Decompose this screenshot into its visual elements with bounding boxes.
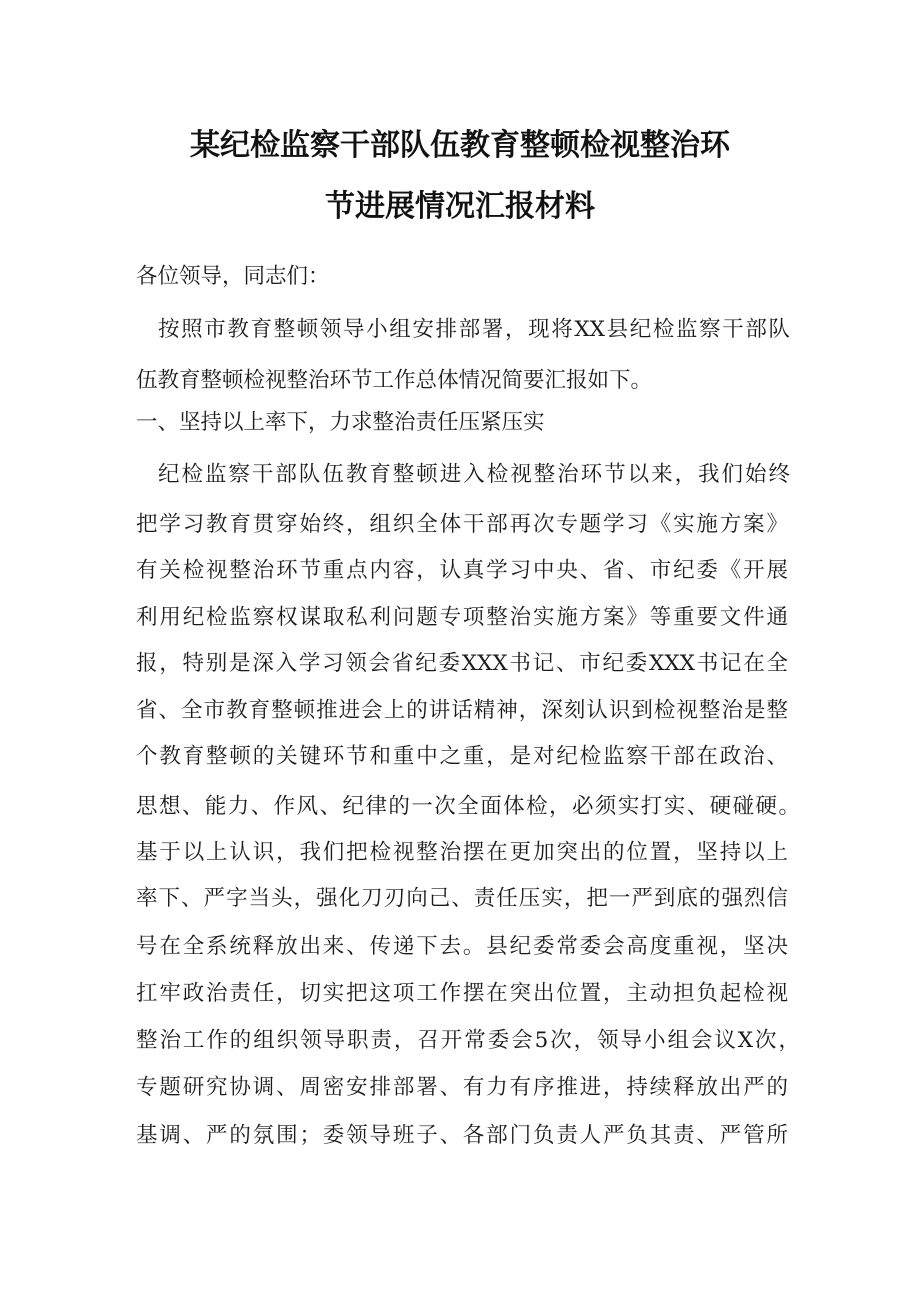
body-line: 个教育整顿的关键环节和重中之重，是对纪检监察干部在政治、 — [136, 744, 788, 769]
body-line: 伍教育整顿检视整治环节工作总体情况简要汇报如下。 — [136, 368, 653, 393]
body-line: 有关检视整治环节重点内容，认真学习中央、省、市纪委《开展 — [136, 558, 788, 583]
body-line: 利用纪检监察权谋取私利问题专项整治实施方案》等重要文件通 — [136, 605, 788, 630]
salutation: 各位领导，同志们： — [136, 264, 330, 289]
body-line: 扛牢政治责任，切实把这项工作摆在突出位置，主动担负起检视 — [136, 981, 788, 1006]
body-line: 专题研究协调、周密安排部署、有力有序推进，持续释放出严的 — [136, 1075, 788, 1100]
section-heading: 一、坚持以上率下，力求整治责任压紧压实 — [136, 410, 545, 435]
body-line: 把学习教育贯穿始终，组织全体干部再次专题学习《实施方案》 — [136, 512, 788, 537]
body-line: 报，特别是深入学习领会省纪委XXX书记、市纪委XXX书记在全 — [136, 651, 788, 676]
body-line: 纪检监察干部队伍教育整顿进入检视整治环节以来，我们始终 — [158, 462, 790, 487]
body-line: 整治工作的组织领导职责，召开常委会5次，领导小组会议X次， — [136, 1028, 800, 1053]
document-title-line-2: 节进展情况汇报材料 — [325, 189, 595, 224]
body-line: 按照市教育整顿领导小组安排部署，现将XX县纪检监察干部队 — [158, 317, 790, 342]
body-line: 基于以上认识，我们把检视整治摆在更加突出的位置，坚持以上 — [136, 840, 788, 865]
body-line: 思想、能力、作风、纪律的一次全面体检，必须实打实、硬碰硬。 — [136, 794, 800, 819]
body-line: 率下、严字当头，强化刀刃向己、责任压实，把一严到底的强烈信 — [136, 886, 788, 911]
body-line: 省、全市教育整顿推进会上的讲话精神，深刻认识到检视整治是整 — [136, 698, 788, 723]
body-line: 号在全系统释放出来、传递下去。县纪委常委会高度重视，坚决 — [136, 934, 788, 959]
body-line: 基调、严的氛围；委领导班子、各部门负责人严负其责、严管所 — [136, 1123, 788, 1148]
document-title-line-1: 某纪检监察干部队伍教育整顿检视整治环 — [190, 128, 730, 163]
